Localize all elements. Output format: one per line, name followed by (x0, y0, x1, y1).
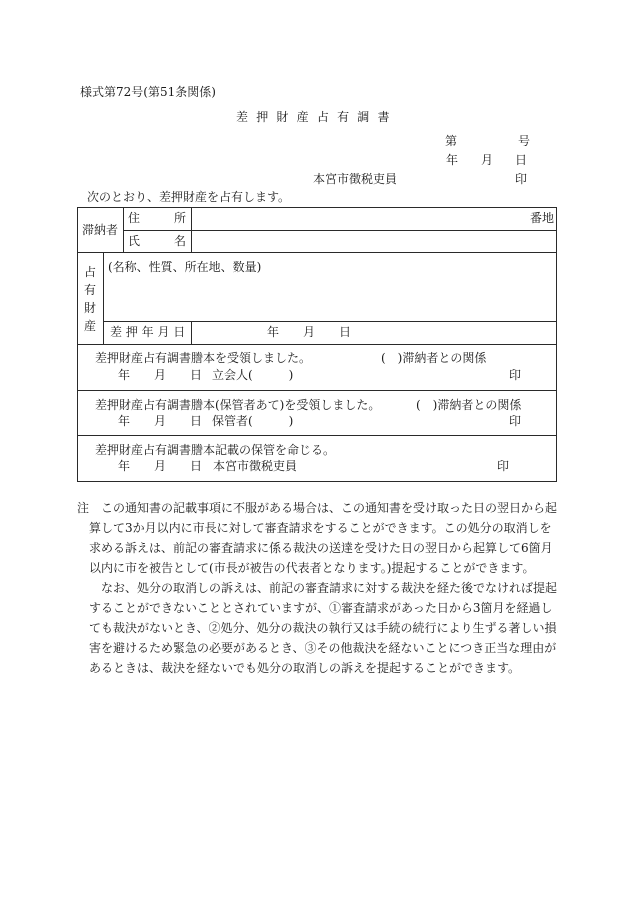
table-rule-h (77, 252, 557, 253)
property-hint: (名称、性質、所在地、数量) (108, 260, 262, 274)
note-line: 算して3か月以内に市長に対して審査請求をすることができます。この処分の取消しを (89, 521, 552, 535)
receipt-seal-mark: 印 (497, 459, 510, 473)
receipt-text: 差押財産占有調書謄本記載の保管を命じる。 (95, 443, 336, 457)
property-label: 占有財産 (84, 265, 97, 333)
receipt-role: 保管者( ) (212, 414, 294, 428)
table-rule-h (77, 390, 557, 391)
receipt-date: 年 月 日 (118, 368, 203, 382)
note-line: することができないこととされていますが、①審査請求があった日から3箇月を経過し (89, 601, 553, 615)
issuing-officer: 本宮市徴税吏員 (313, 172, 398, 186)
note-line: 求める訴えは、前記の審査請求に係る裁決の送達を受けた日の翌日から起算して6箇月 (89, 541, 553, 555)
number-suffix: 号 (518, 134, 531, 148)
note-label: 注 (77, 501, 90, 515)
taxpayer-label: 滞納者 (81, 223, 118, 237)
address-suffix: 番地 (530, 211, 555, 225)
form-number: 様式第72号(第51条関係) (80, 85, 216, 99)
receipt-date: 年 月 日 (118, 459, 203, 473)
header-date-year: 年 (446, 153, 459, 167)
receipt-text: 差押財産占有調書謄本(保管者あて)を受領しました。 (95, 398, 381, 412)
receipt-relation: ( )滞納者との関係 (416, 398, 522, 412)
document-title: 差 押 財 産 占 有 調 書 (236, 110, 392, 124)
receipt-date: 年 月 日 (118, 414, 203, 428)
number-prefix: 第 (445, 134, 458, 148)
officer-seal-mark: 印 (515, 172, 528, 186)
note-line: 以内に市を被告として(市長が被告の代表者となります。)提起することができます。 (89, 561, 535, 575)
note-line: この通知書の記載事項に不服がある場合は、この通知書を受け取った日の翌日から起 (101, 501, 558, 515)
table-rule-v (123, 207, 124, 253)
table-rule-v (103, 252, 104, 345)
table-rule-h (123, 230, 557, 231)
header-date-month: 月 (481, 153, 494, 167)
note-line: なお、処分の取消しの訴えは、前記の審査請求に対する裁決を経た後でなければ提起 (101, 581, 558, 595)
receipt-role: 立会人( ) (212, 368, 294, 382)
table-rule-v (191, 321, 192, 345)
note-line: 害を避けるため緊急の必要があるとき、③その他裁決を経ないことにつき正当な理由が (89, 641, 557, 655)
receipt-seal-mark: 印 (509, 368, 522, 382)
seizure-date-value: 年 月 日 (267, 325, 352, 339)
table-rule-h (77, 344, 557, 345)
table-rule-h (77, 435, 557, 436)
table-rule-h (103, 321, 557, 322)
note-line: ても裁決がないとき、②処分、処分の裁決の執行又は手続の続行により生ずる著しい損 (89, 621, 557, 635)
receipt-role: 本宮市徴税吏員 (213, 459, 298, 473)
header-date-day: 日 (515, 153, 528, 167)
receipt-seal-mark: 印 (509, 414, 522, 428)
intro-text: 次のとおり、差押財産を占有します。 (87, 190, 291, 204)
note-line: あるときは、裁決を経ないでも処分の取消しの訴えを提起することができます。 (89, 661, 521, 675)
seizure-date-label: 差 押 年 月 日 (110, 325, 186, 339)
receipt-relation: ( )滞納者との関係 (381, 351, 487, 365)
receipt-text: 差押財産占有調書謄本を受領しました。 (95, 351, 312, 365)
address-label: 住 所 (128, 211, 198, 225)
name-label: 氏 名 (128, 234, 198, 248)
